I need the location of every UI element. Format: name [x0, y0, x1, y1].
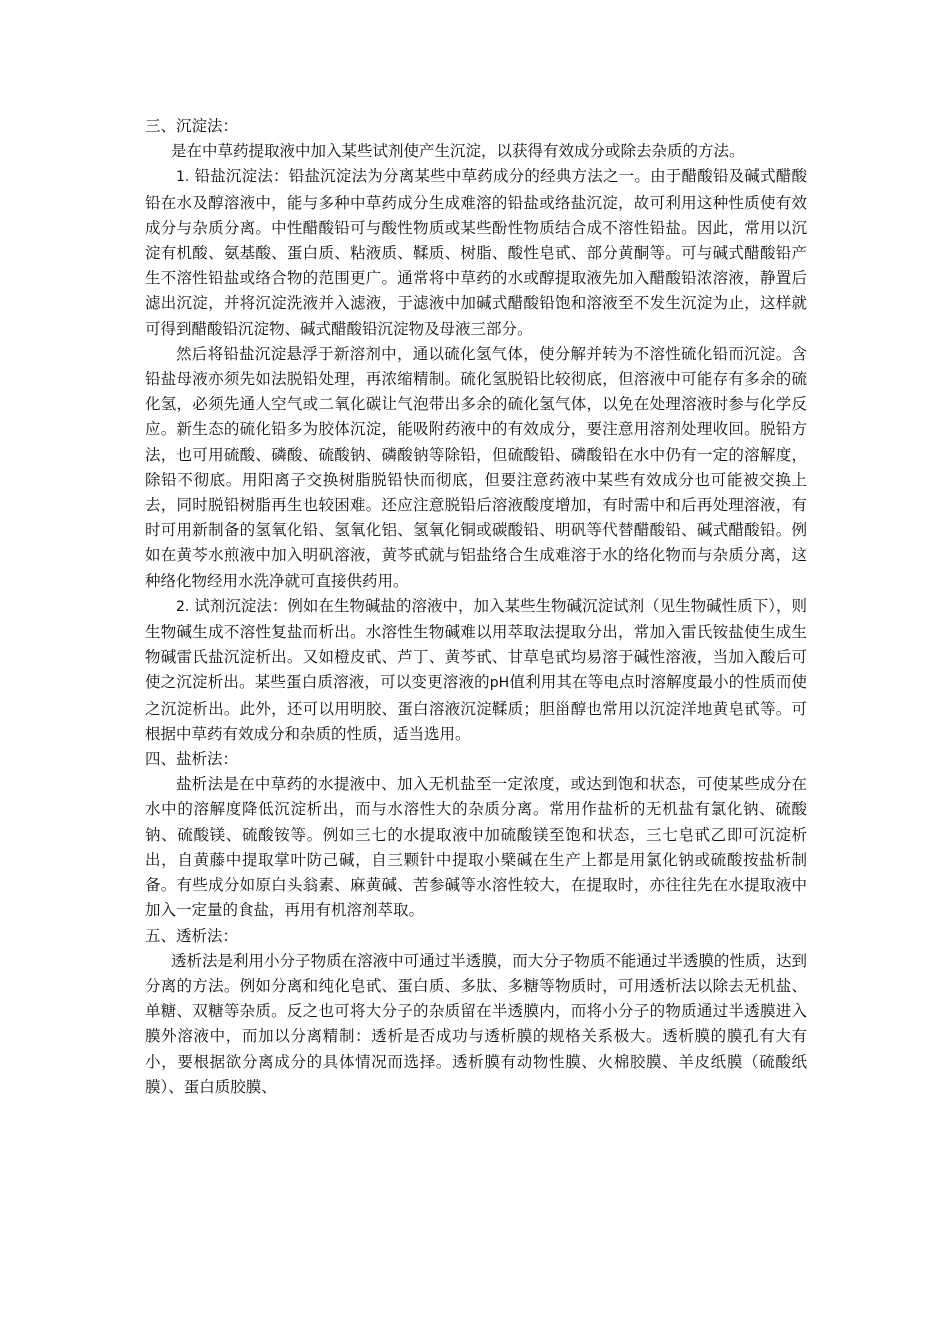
document-body — [145, 114, 807, 1100]
section-heading-precipitation: 三、沉淀法： — [145, 117, 239, 135]
section-heading-salting-out: 四、盐析法： — [145, 750, 239, 769]
paragraph-text: 铅盐沉淀法：铅盐沉淀法为分离某些中草药成分的经典方法之一。由于醋酸铅及碱式醋酸铅在水及醇溶液中，能与多种中草药成分生成难溶的铅盐或络盐沉淀，故可利用这种性质使有效成分与杂质分离。中性醋酸铅可与酸性物质或某些酚性物质结合成不溶性铅盐。因此，常用以沉淀有机酸、氨基酸、蛋白质、粘液质、鞣质、树脂、酸性皂甙、部分黄酮等。可与碱式醋酸铅产生不溶性铅盐或络合物的范围更广。通常将中草药的水或醇提取液先加入醋酸铅浓溶液，静置后滤出沉淀，并将沉淀洗液并入滤液，于滤液中加碱式醋酸铅饱和溶液至不发生沉淀为止，这样就可得到醋酸铅沉淀物、碱式醋酸铅沉淀物及母液三部分。 — [145, 167, 807, 338]
paragraph-reagent-precipitation — [145, 594, 807, 747]
item-number: 1. — [176, 169, 190, 186]
paragraph-text: 值利用其在等电点时溶解度最小的性质而使之沉淀析出。此外，还可以用明胶、蛋白溶液沉淀鞣质；胆甾醇也常用以沉淀洋地黄皂甙等。可根据中草药有效成分和杂质的性质，适当选用。 — [145, 673, 807, 743]
section-intro-precipitation: 是在中草药提取液中加入某些试剂使产生沉淀，以获得有效成分或除去杂质的方法。 — [171, 142, 745, 161]
section-heading-dialysis: 五、透析法： — [145, 926, 239, 945]
paragraph-lead-removal: 然后将铅盐沉淀悬浮于新溶剂中，通以硫化氢气体，使分解并转为不溶性硫化铅而沉淀。含铅盐母液亦须先如法脱铅处理，再浓缩精制。硫化氢脱铅比较彻底，但溶液中可能存有多余的硫化氢，必须先通人空气或二氧化碳让气泡带出多余的硫化氢气体，以免在处理溶液时参与化学反应。新生态的硫化铅多为胶体沉淀，能吸附药液中的有效成分，要注意用溶剂处理收回。脱铅方法，也可用硫酸、磷酸、硫酸钠、磷酸钠等除铅，但硫酸铅、磷酸铅在水中仍有一定的溶解度，除铅不彻底。用阳离子交换树脂脱铅快而彻底，但要注意药液中某些有效成分也可能被交换上去，同时脱铅树脂再生也较困难。还应注意脱铅后溶液酸度增加，有时需中和后再处理溶液，有时可用新制备的氢氧化铅、氢氧化铝、氢氧化铜或碳酸铅、明矾等代替醋酸铅、碱式醋酸铅。例如在黄芩水煎液中加入明矾溶液，黄芩甙就与铝盐络合生成难溶于水的络化物而与杂质分离，这种络化物经用水洗净就可直接供药用。 — [145, 344, 807, 590]
paragraph-lead-salt-precipitation — [145, 164, 807, 341]
paragraph-dialysis: 透析法是利用小分子物质在溶液中可通过半透膜，而大分子物质不能通过半透膜的性质，达到分离的方法。例如分离和纯化皂甙、蛋白质、多肽、多糖等物质时，可用透析法以除去无机盐、单糖、双糖等杂质。反之也可将大分子的杂质留在半透膜内，而将小分子的物质通过半透膜进入膜外溶液中，而加以分离精制：透析是否成功与透析膜的规格关系极大。透析膜的膜孔有大有小，要根据欲分离成分的具体情况而选择。透析膜有动物性膜、火棉胶膜、羊皮纸膜（硫酸纸膜）、蛋白质胶膜、 — [145, 951, 807, 1096]
item-number: 2. — [176, 598, 190, 615]
paragraph-salting-out: 盐析法是在中草药的水提液中、加入无机盐至一定浓度，或达到饱和状态，可使某些成分在水中的溶解度降低沉淀析出，而与水溶性大的杂质分离。常用作盐析的无机盐有氯化钠、硫酸钠、硫酸镁、硫酸铵等。例如三七的水提取液中加硫酸镁至饱和状态，三七皂甙乙即可沉淀析出，自黄藤中提取掌叶防己碱，自三颗针中提取小檗碱在生产上都是用氯化钠或硫酸按盐析制备。有些成分如原白头翁素、麻黄碱、苦参碱等水溶性较大，在提取时，亦往往先在水提取液中加入一定量的食盐，再用有机溶剂萃取。 — [145, 775, 807, 920]
paragraph-text: 试剂沉淀法：例如在生物碱盐的溶液中，加入某些生物碱沉淀试剂（见生物碱性质下），则生物碱生成不溶性复盐而析出。水溶性生物碱难以用萃取法提取分出，常加入雷氏铵盐使生成生物碱雷氏盐沉淀析出。又如橙皮甙、芦丁、黄芩甙、甘草皂甙均易溶于碱性溶液，当加入酸后可使之沉淀析出。某些蛋白质溶液，可以变更溶液的 — [145, 596, 807, 692]
ph-term: pH — [489, 675, 510, 692]
